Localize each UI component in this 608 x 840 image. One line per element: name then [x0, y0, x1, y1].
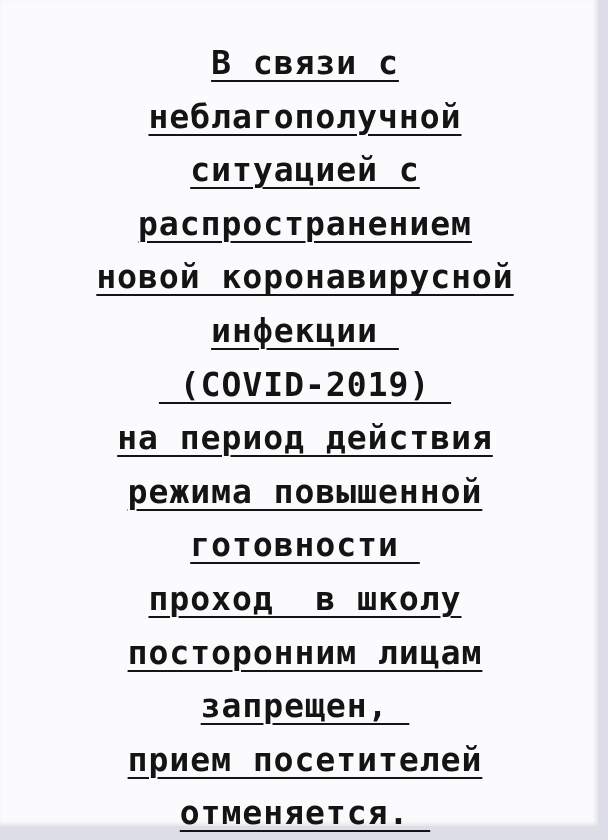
notice-line: готовности: [190, 525, 420, 565]
notice-line: режима повышенной: [127, 471, 483, 511]
notice-line: новой коронавирусной: [96, 257, 514, 297]
notice-line: на период действия: [117, 418, 493, 458]
notice-line: В связи с: [211, 43, 399, 82]
notice-line: ситуацией с: [190, 150, 420, 190]
notice-text: [0, 36, 608, 840]
notice-line: отменяется.: [179, 793, 431, 833]
notice-line: инфекции: [211, 310, 399, 350]
notice-line: распространением: [138, 203, 472, 243]
notice-line: прием посетителей: [127, 739, 483, 779]
notice-line: (COVID-2019): [158, 364, 452, 404]
notice-line: запрещен,: [200, 686, 410, 726]
notice-line: проход в школу: [148, 578, 462, 618]
notice-line: посторонним лицам: [127, 632, 483, 672]
notice-line: неблагополучной: [148, 96, 462, 136]
